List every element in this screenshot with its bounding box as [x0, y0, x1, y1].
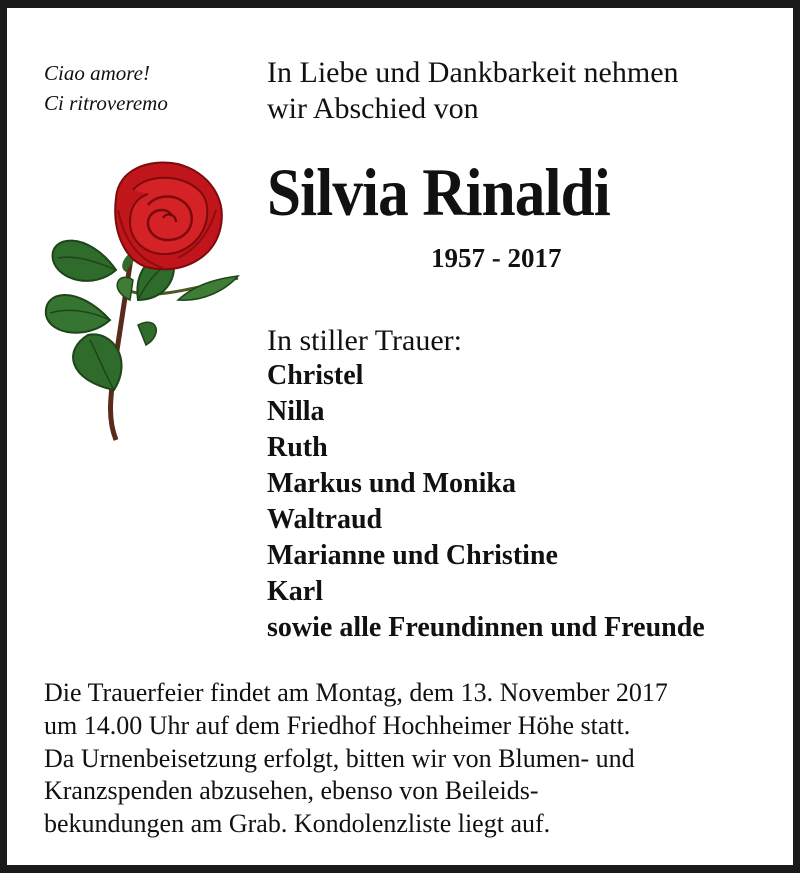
- mourner-name: Nilla: [267, 396, 325, 427]
- notice-line: Die Trauerfeier findet am Montag, dem 13. November 2017: [44, 678, 668, 707]
- notice-line: Kranzspenden abzusehen, ebenso von Beileids-: [44, 776, 539, 806]
- notice-line: bekundungen am Grab. Kondolenzliste liegt auf.: [44, 809, 551, 839]
- funeral-notice: [44, 677, 668, 841]
- notice-line: um 14.00 Uhr auf dem Friedhof Hochheimer Höhe statt.: [44, 710, 631, 740]
- mourner-list: [267, 358, 705, 646]
- mourner-name: Waltraud: [267, 504, 383, 535]
- rose-icon: [38, 150, 248, 450]
- mourning-heading: In stiller Trauer:: [267, 324, 462, 357]
- mourner-name: Ruth: [267, 432, 328, 463]
- mourner-name: Christel: [267, 360, 364, 391]
- intro-text: [267, 55, 679, 127]
- mourner-name: Marianne und Christine: [267, 540, 558, 571]
- intro-line-2: wir Abschied von: [267, 92, 479, 125]
- mourner-name: sowie alle Freundinnen und Freunde: [267, 612, 705, 643]
- deceased-name: Silvia Rinaldi: [267, 154, 610, 230]
- motto-line-2: Ci ritroveremo: [44, 91, 168, 115]
- motto: [44, 58, 168, 118]
- notice-line: Da Urnenbeisetzung erfolgt, bitten wir von Blumen- und: [44, 743, 635, 773]
- motto-line-1: Ciao amore!: [44, 61, 150, 85]
- intro-line-1: In Liebe und Dankbarkeit nehmen: [267, 56, 679, 89]
- mourner-name: Karl: [267, 576, 323, 607]
- life-years: 1957 - 2017: [431, 243, 562, 273]
- mourner-name: Markus und Monika: [267, 468, 516, 499]
